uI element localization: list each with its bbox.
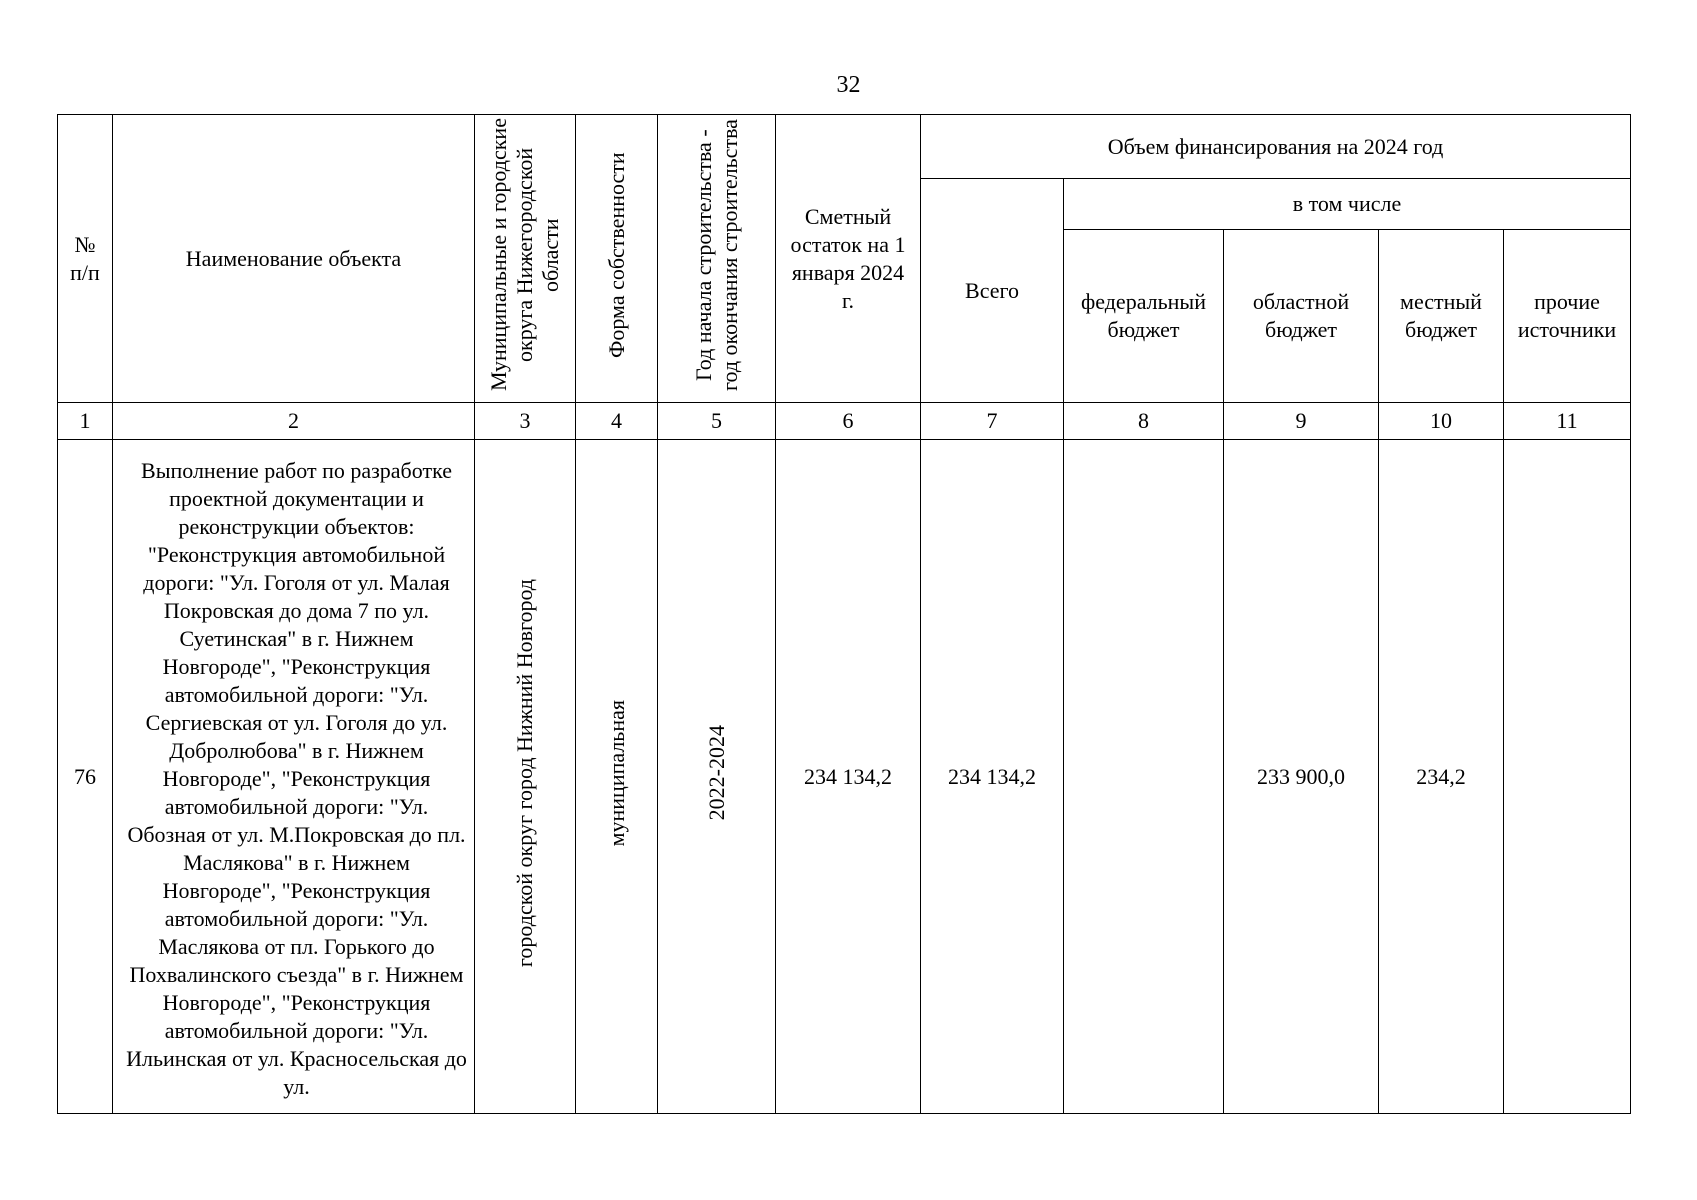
header-ownership (576, 115, 658, 403)
municipality-text: городской округ город Нижний Новгород (512, 578, 537, 968)
column-number: 11 (1504, 403, 1631, 440)
regional-budget-value: 233 900,0 (1224, 440, 1379, 1114)
column-number: 5 (658, 403, 776, 440)
header-including: в том числе (1064, 179, 1631, 230)
header-ownership-text: Форма собственности (603, 152, 629, 358)
column-number: 4 (576, 403, 658, 440)
years-cell (658, 440, 776, 1114)
header-other-sources: прочие источники (1504, 230, 1631, 403)
column-number: 7 (921, 403, 1064, 440)
page-number: 32 (836, 72, 861, 98)
column-number: 3 (475, 403, 576, 440)
local-budget-value: 234,2 (1379, 440, 1504, 1114)
years-text: 2022-2024 (703, 725, 729, 821)
column-number: 2 (113, 403, 475, 440)
other-sources-value (1504, 440, 1631, 1114)
row-number: 76 (58, 440, 113, 1114)
header-local-budget: местный бюджет (1379, 230, 1504, 403)
ownership-cell (576, 440, 658, 1114)
object-name: Выполнение работ по разработке проектной документации и реконструкции объектов: "Реконструкция автомобильной дороги: "Ул. Гоголя от ул. Малая Покровская до дома 7 по ул. Суетинская" в г. Нижнем Новгороде", "Реконструкция автомобильной дороги: "Ул. Сергиевская от ул. Гоголя до ул. Добролюбова" в г. Нижнем Новгороде", "Реконструкция автомобильной дороги: "Ул. Обозная от ул. М.Покровская до пл. Маслякова" в г. Нижнем Новгороде", "Реконструкция автомобильной дороги: "Ул. Маслякова от пл. Горького до Похвалинского съезда" в г. Нижнем Новгороде", "Реконструкция автомобильной дороги: "Ул. Ильинская от ул. Красносельская до ул. (126, 457, 467, 1099)
table-row (58, 440, 1631, 1114)
column-number: 1 (58, 403, 113, 440)
column-number: 6 (776, 403, 921, 440)
column-number: 9 (1224, 403, 1379, 440)
header-object-name: Наименование объекта (113, 115, 475, 403)
header-total: Всего (921, 179, 1064, 403)
column-number: 10 (1379, 403, 1504, 440)
header-row-number: № п/п (58, 115, 113, 403)
header-municipality-text: Муниципальные и городские округа Нижегородской области (486, 118, 563, 392)
header-estimate-balance: Сметный остаток на 1 января 2024 г. (776, 115, 921, 403)
header-years-text: Год начала строительства - год окончания строительства (690, 119, 742, 391)
column-number: 8 (1064, 403, 1224, 440)
municipality-cell (475, 440, 576, 1114)
object-name-cell (113, 440, 475, 1114)
header-municipality (475, 115, 576, 403)
federal-budget-value (1064, 440, 1224, 1114)
estimate-balance-value: 234 134,2 (776, 440, 921, 1114)
investment-program-table (57, 114, 1631, 1114)
total-value: 234 134,2 (921, 440, 1064, 1114)
header-years (658, 115, 776, 403)
header-federal-budget: федеральный бюджет (1064, 230, 1224, 403)
header-financing-group: Объем финансирования на 2024 год (921, 115, 1631, 179)
ownership-text: муниципальная (603, 699, 629, 847)
header-regional-budget: областной бюджет (1224, 230, 1379, 403)
